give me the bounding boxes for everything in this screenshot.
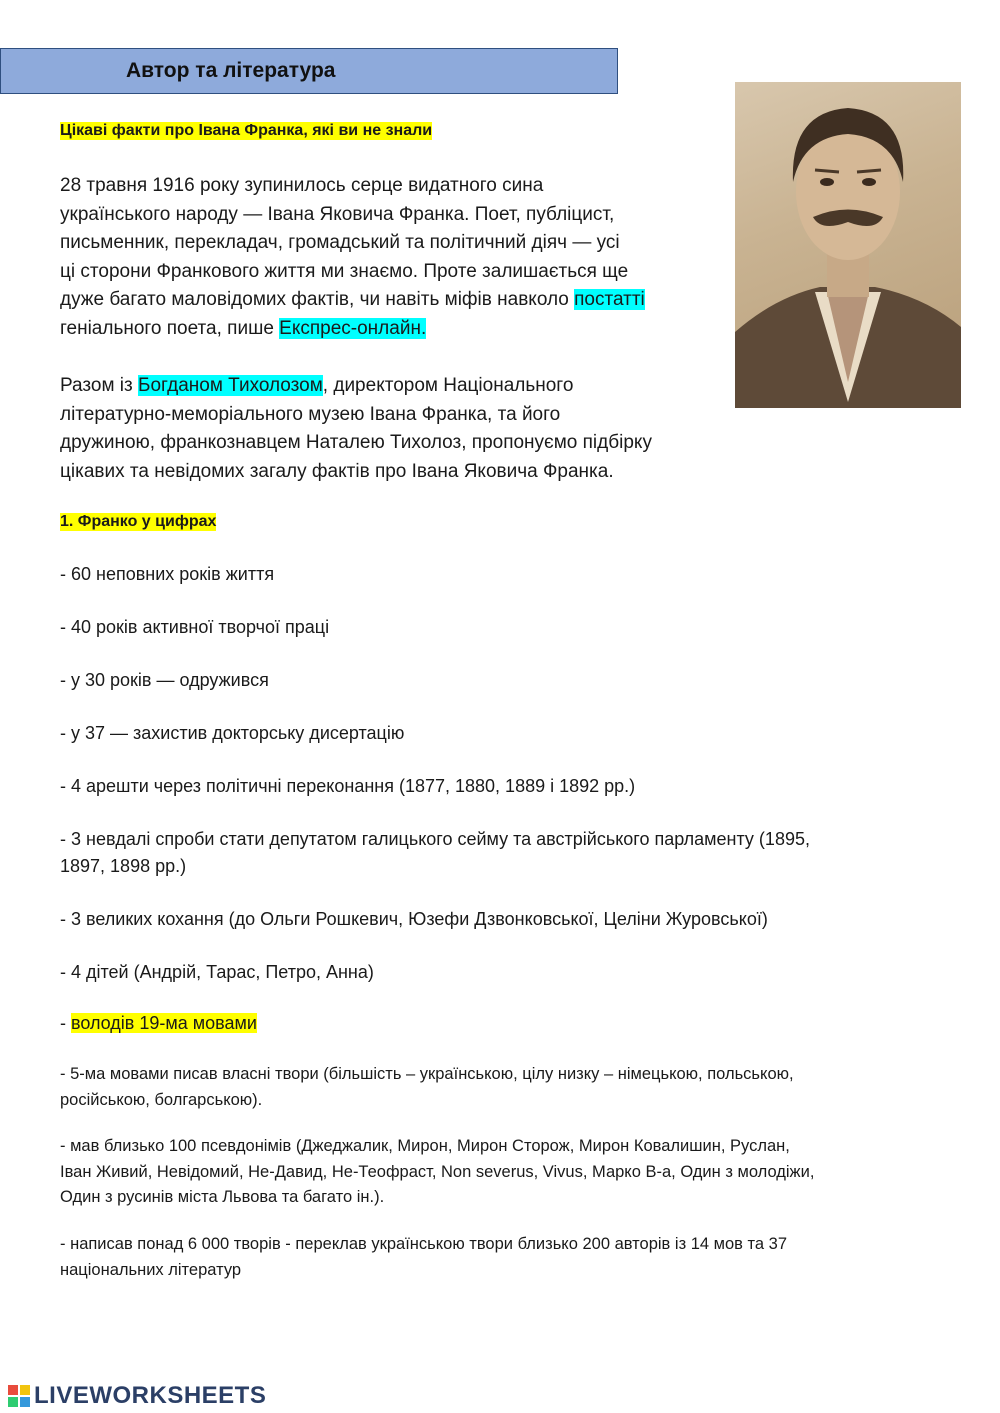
fact-item: - 40 років активної творчої праці <box>60 617 330 637</box>
section-title: 1. Франко у цифрах <box>60 513 217 530</box>
fact-line: Один з русинів міста Львова та багато ін.). <box>60 1188 385 1206</box>
fact-item <box>60 1062 920 1113</box>
footer-logo <box>8 1381 266 1411</box>
highlight-postatti: постатті <box>574 289 645 310</box>
intro-paragraph <box>60 172 740 343</box>
fact-item: - у 37 — захистив докторську дисертацію <box>60 723 405 743</box>
second-text: Разом із <box>60 375 139 396</box>
highlight-languages: володів 19-ма мовами <box>71 1013 257 1033</box>
fact-item: - 4 арешти через політичні переконання (1877, 1880, 1889 і 1892 рр.) <box>60 776 636 796</box>
fact-line: Іван Живий, Невідомий, Не-Давид, Не-Теофраст, Non severus, Vivus, Марко В-а, Один з молодіжи, <box>60 1162 815 1181</box>
portrait-illustration <box>735 82 961 408</box>
fact-line: 1897, 1898 рр.) <box>60 856 187 876</box>
fact-line: - написав понад 6 000 творів - переклав українською твори близько 200 авторів із 14 мов та 37 <box>60 1235 788 1253</box>
intro-text: геніального поета, пише <box>60 317 280 339</box>
fact-line: - 3 невдалі спроби стати депутатом галицького сейму та австрійського парламенту (1895, <box>60 829 810 849</box>
fact-line: національних літератур <box>60 1260 242 1279</box>
header-bar <box>0 48 618 94</box>
fact-item: - 3 великих кохання (до Ольги Рошкевич, Юзефи Дзвонковської, Целіни Журовської) <box>60 909 768 929</box>
article-subtitle: Цікаві факти про Івана Франка, які ви не знали <box>60 122 433 139</box>
page-title: Автор та література <box>126 59 336 82</box>
intro-text: дуже багато маловідомих фактів, чи навіть міфів навколо <box>60 289 575 310</box>
fact-item <box>60 826 920 880</box>
intro-line <box>60 315 740 344</box>
fact-item <box>60 1134 920 1211</box>
liveworksheets-logo-icon <box>8 1385 30 1407</box>
fact-item <box>60 1010 920 1037</box>
highlight-person: Богданом Тихолозом <box>138 375 323 396</box>
fact-line: російською, болгарською). <box>60 1090 263 1109</box>
footer-logo-text: LIVEWORKSHEETS <box>34 1382 267 1409</box>
second-line: дружиною, франкознавцем Наталею Тихолоз, пропонуємо підбірку <box>60 432 652 453</box>
fact-line: - мав близько 100 псевдонімів (Джеджалик, Мирон, Мирон Сторож, Мирон Ковалишин, Руслан, <box>60 1137 790 1155</box>
second-line: літературно-меморіального музею Івана Франка, та його <box>60 403 561 425</box>
portrait-photo <box>735 82 961 408</box>
highlight-source: Експрес-онлайн. <box>279 317 427 339</box>
fact-item: - у 30 років — одружився <box>60 670 269 690</box>
intro-line: письменник, перекладач, громадський та політичний діяч — усі <box>60 232 620 253</box>
fact-prefix: - <box>60 1013 71 1033</box>
intro-line: ці сторони Франкового життя ми знаємо. Проте залишається ще <box>60 260 629 282</box>
fact-item: - 60 неповних років життя <box>60 564 275 584</box>
intro-line: українського народу — Івана Яковича Франка. Поет, публіцист, <box>60 203 615 225</box>
fact-line: - 5-ма мовами писав власні твори (більшість – українською, цілу низку – німецькою, польською, <box>60 1065 794 1083</box>
intro-line: 28 травня 1916 року зупинилось серце видатного сина <box>60 175 544 196</box>
second-line <box>60 372 740 401</box>
intro-line <box>60 286 740 315</box>
fact-item: - 4 дітей (Андрій, Тарас, Петро, Анна) <box>60 962 374 982</box>
second-paragraph <box>60 372 740 486</box>
second-text: , директором Національного <box>322 375 574 396</box>
fact-item <box>60 1232 920 1283</box>
second-line: цікавих та невідомих загалу фактів про Івана Яковича Франка. <box>60 460 614 482</box>
